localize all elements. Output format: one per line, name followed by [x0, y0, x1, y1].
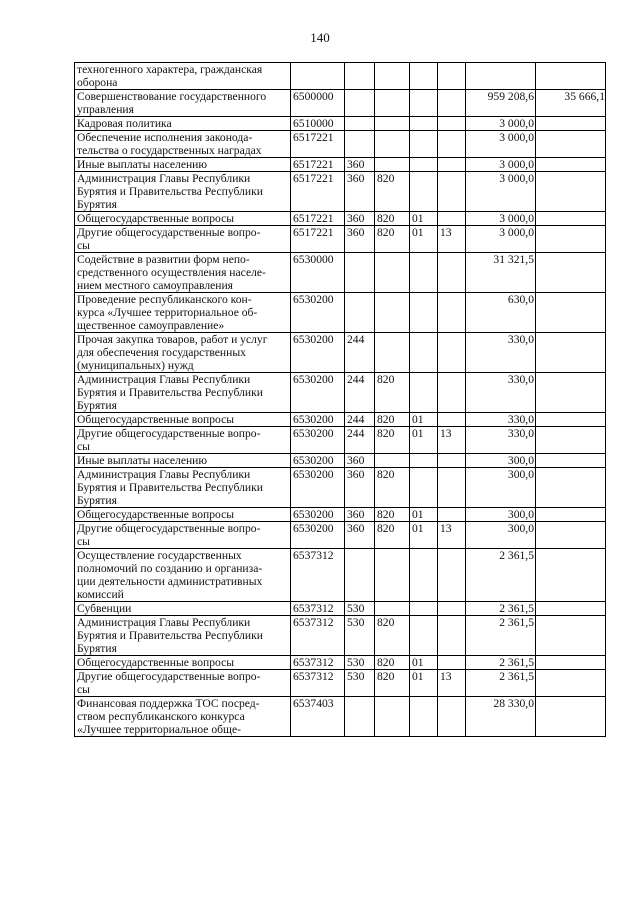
cell-section: [410, 454, 438, 468]
cell-expense-type: 530: [345, 670, 375, 697]
table-row: [75, 602, 606, 616]
cell-target-article: 6517221: [291, 226, 345, 253]
cell-amount-extra: [536, 616, 606, 656]
cell-section: [410, 468, 438, 508]
cell-target-article: 6517221: [291, 172, 345, 212]
cell-section: 01: [410, 656, 438, 670]
cell-administrator: 820: [375, 670, 410, 697]
cell-expense-type: 530: [345, 656, 375, 670]
cell-amount-extra: [536, 333, 606, 373]
cell-expense-type: 244: [345, 373, 375, 413]
cell-amount: 3 000,0: [466, 117, 536, 131]
cell-section: [410, 549, 438, 602]
table-row: [75, 212, 606, 226]
cell-amount: 2 361,5: [466, 602, 536, 616]
cell-name: Проведение республиканского кон- курса «Лучшее территориальное об- щественное самоуправление»: [75, 293, 291, 333]
table-row: [75, 427, 606, 454]
cell-subsection: [438, 616, 466, 656]
cell-subsection: 13: [438, 670, 466, 697]
cell-administrator: [375, 602, 410, 616]
cell-target-article: 6537312: [291, 656, 345, 670]
cell-expense-type: 360: [345, 522, 375, 549]
cell-name: Администрация Главы Республики Бурятия и Правительства Республики Бурятия: [75, 616, 291, 656]
cell-amount: 2 361,5: [466, 670, 536, 697]
cell-amount: 300,0: [466, 454, 536, 468]
cell-section: [410, 172, 438, 212]
cell-amount: 3 000,0: [466, 158, 536, 172]
cell-name: Администрация Главы Республики Бурятия и Правительства Республики Бурятия: [75, 468, 291, 508]
cell-amount: 959 208,6: [466, 90, 536, 117]
table-row: [75, 253, 606, 293]
cell-amount-extra: 35 666,1: [536, 90, 606, 117]
cell-subsection: [438, 697, 466, 737]
cell-name: Администрация Главы Республики Бурятия и Правительства Республики Бурятия: [75, 172, 291, 212]
table-row: [75, 413, 606, 427]
cell-administrator: [375, 117, 410, 131]
table-row: [75, 293, 606, 333]
cell-subsection: 13: [438, 522, 466, 549]
cell-subsection: [438, 602, 466, 616]
cell-amount-extra: [536, 226, 606, 253]
cell-subsection: [438, 90, 466, 117]
cell-amount-extra: [536, 670, 606, 697]
cell-name: Иные выплаты населению: [75, 454, 291, 468]
cell-target-article: 6537403: [291, 697, 345, 737]
table-row: [75, 454, 606, 468]
cell-expense-type: [345, 293, 375, 333]
cell-subsection: [438, 373, 466, 413]
cell-amount-extra: [536, 63, 606, 90]
cell-amount-extra: [536, 172, 606, 212]
table-row: [75, 63, 606, 90]
cell-administrator: [375, 697, 410, 737]
cell-section: 01: [410, 413, 438, 427]
cell-expense-type: [345, 697, 375, 737]
cell-name: Содействие в развитии форм непо- средственного осуществления населе- нием местного самоуправления: [75, 253, 291, 293]
cell-amount: 300,0: [466, 508, 536, 522]
table-row: [75, 522, 606, 549]
cell-amount-extra: [536, 508, 606, 522]
cell-subsection: [438, 293, 466, 333]
cell-name: техногенного характера, гражданская оборона: [75, 63, 291, 90]
cell-section: [410, 63, 438, 90]
cell-subsection: [438, 131, 466, 158]
cell-amount: 28 330,0: [466, 697, 536, 737]
cell-administrator: 820: [375, 413, 410, 427]
cell-administrator: [375, 253, 410, 293]
cell-amount: 300,0: [466, 468, 536, 508]
table-row: [75, 616, 606, 656]
cell-expense-type: [345, 117, 375, 131]
cell-target-article: 6537312: [291, 549, 345, 602]
cell-subsection: [438, 413, 466, 427]
cell-subsection: 13: [438, 226, 466, 253]
cell-name: Администрация Главы Республики Бурятия и Правительства Республики Бурятия: [75, 373, 291, 413]
cell-target-article: 6530200: [291, 508, 345, 522]
table-row: [75, 468, 606, 508]
cell-amount-extra: [536, 117, 606, 131]
cell-subsection: [438, 508, 466, 522]
cell-section: 01: [410, 226, 438, 253]
cell-section: [410, 602, 438, 616]
cell-target-article: 6510000: [291, 117, 345, 131]
cell-administrator: [375, 454, 410, 468]
cell-section: [410, 158, 438, 172]
cell-name: Осуществление государственных полномочий по созданию и организа- ции деятельности административных комиссий: [75, 549, 291, 602]
table-row: [75, 670, 606, 697]
cell-expense-type: 360: [345, 508, 375, 522]
cell-name: Общегосударственные вопросы: [75, 508, 291, 522]
table-row: [75, 697, 606, 737]
cell-administrator: 820: [375, 508, 410, 522]
cell-amount: 300,0: [466, 522, 536, 549]
cell-amount-extra: [536, 549, 606, 602]
cell-expense-type: 530: [345, 602, 375, 616]
table-row: [75, 172, 606, 212]
cell-expense-type: 244: [345, 413, 375, 427]
cell-administrator: 820: [375, 616, 410, 656]
page-number: 140: [310, 30, 330, 45]
table-row: [75, 131, 606, 158]
cell-section: 01: [410, 670, 438, 697]
cell-name: Другие общегосударственные вопро- сы: [75, 427, 291, 454]
table-row: [75, 226, 606, 253]
cell-amount: 3 000,0: [466, 131, 536, 158]
cell-expense-type: [345, 90, 375, 117]
cell-target-article: 6530200: [291, 293, 345, 333]
cell-subsection: [438, 454, 466, 468]
cell-amount-extra: [536, 413, 606, 427]
cell-target-article: 6530200: [291, 333, 345, 373]
cell-administrator: [375, 90, 410, 117]
cell-target-article: 6530200: [291, 468, 345, 508]
cell-name: Финансовая поддержка ТОС посред- ством республиканского конкурса «Лучшее территориальное обще-: [75, 697, 291, 737]
cell-target-article: 6530200: [291, 454, 345, 468]
cell-amount-extra: [536, 697, 606, 737]
cell-name: Иные выплаты населению: [75, 158, 291, 172]
cell-target-article: 6530200: [291, 373, 345, 413]
cell-administrator: 820: [375, 212, 410, 226]
cell-name: Кадровая политика: [75, 117, 291, 131]
cell-expense-type: 530: [345, 616, 375, 656]
cell-administrator: [375, 333, 410, 373]
cell-amount-extra: [536, 522, 606, 549]
cell-target-article: 6517221: [291, 212, 345, 226]
cell-amount-extra: [536, 131, 606, 158]
cell-amount-extra: [536, 293, 606, 333]
table-row: [75, 656, 606, 670]
cell-section: [410, 373, 438, 413]
cell-amount: 330,0: [466, 373, 536, 413]
cell-administrator: 820: [375, 468, 410, 508]
cell-subsection: [438, 468, 466, 508]
cell-expense-type: 360: [345, 454, 375, 468]
cell-target-article: [291, 63, 345, 90]
cell-target-article: 6517221: [291, 158, 345, 172]
cell-section: [410, 333, 438, 373]
cell-section: [410, 253, 438, 293]
cell-amount-extra: [536, 158, 606, 172]
cell-subsection: [438, 172, 466, 212]
table-row: [75, 333, 606, 373]
cell-target-article: 6517221: [291, 131, 345, 158]
table-row: [75, 508, 606, 522]
cell-target-article: 6500000: [291, 90, 345, 117]
cell-amount: [466, 63, 536, 90]
cell-section: 01: [410, 427, 438, 454]
cell-subsection: 13: [438, 427, 466, 454]
table-row: [75, 549, 606, 602]
cell-amount: 3 000,0: [466, 212, 536, 226]
cell-amount: 2 361,5: [466, 549, 536, 602]
cell-section: [410, 131, 438, 158]
cell-amount: 31 321,5: [466, 253, 536, 293]
cell-subsection: [438, 253, 466, 293]
cell-section: [410, 616, 438, 656]
cell-expense-type: [345, 253, 375, 293]
cell-section: [410, 90, 438, 117]
cell-target-article: 6530200: [291, 522, 345, 549]
cell-expense-type: 360: [345, 158, 375, 172]
cell-expense-type: 360: [345, 172, 375, 212]
cell-administrator: [375, 63, 410, 90]
cell-amount-extra: [536, 427, 606, 454]
cell-expense-type: [345, 131, 375, 158]
cell-administrator: [375, 549, 410, 602]
budget-table-body: [75, 63, 606, 737]
cell-target-article: 6537312: [291, 616, 345, 656]
cell-subsection: [438, 158, 466, 172]
cell-subsection: [438, 63, 466, 90]
cell-name: Другие общегосударственные вопро- сы: [75, 522, 291, 549]
table-row: [75, 158, 606, 172]
cell-expense-type: [345, 63, 375, 90]
cell-amount-extra: [536, 253, 606, 293]
cell-administrator: 820: [375, 656, 410, 670]
cell-expense-type: [345, 549, 375, 602]
cell-name: Совершенствование государственного управления: [75, 90, 291, 117]
cell-name: Другие общегосударственные вопро- сы: [75, 226, 291, 253]
cell-target-article: 6530200: [291, 413, 345, 427]
cell-name: Общегосударственные вопросы: [75, 413, 291, 427]
cell-expense-type: 360: [345, 468, 375, 508]
cell-section: 01: [410, 522, 438, 549]
cell-name: Субвенции: [75, 602, 291, 616]
cell-name: Обеспечение исполнения законода- тельства о государственных наградах: [75, 131, 291, 158]
cell-target-article: 6530000: [291, 253, 345, 293]
cell-amount-extra: [536, 454, 606, 468]
cell-section: [410, 697, 438, 737]
cell-section: 01: [410, 212, 438, 226]
cell-administrator: 820: [375, 172, 410, 212]
cell-name: Другие общегосударственные вопро- сы: [75, 670, 291, 697]
cell-amount: 330,0: [466, 333, 536, 373]
cell-amount: 330,0: [466, 427, 536, 454]
cell-section: [410, 117, 438, 131]
cell-administrator: [375, 293, 410, 333]
cell-subsection: [438, 117, 466, 131]
cell-target-article: 6537312: [291, 670, 345, 697]
cell-expense-type: 360: [345, 212, 375, 226]
cell-section: [410, 293, 438, 333]
cell-subsection: [438, 212, 466, 226]
cell-subsection: [438, 549, 466, 602]
cell-amount-extra: [536, 468, 606, 508]
cell-administrator: 820: [375, 522, 410, 549]
cell-expense-type: 244: [345, 427, 375, 454]
cell-amount-extra: [536, 212, 606, 226]
cell-name: Общегосударственные вопросы: [75, 212, 291, 226]
cell-amount: 3 000,0: [466, 172, 536, 212]
cell-amount: 630,0: [466, 293, 536, 333]
cell-administrator: 820: [375, 373, 410, 413]
budget-table: [74, 62, 606, 737]
cell-subsection: [438, 333, 466, 373]
cell-subsection: [438, 656, 466, 670]
cell-target-article: 6530200: [291, 427, 345, 454]
cell-amount-extra: [536, 656, 606, 670]
table-row: [75, 373, 606, 413]
cell-administrator: [375, 131, 410, 158]
cell-name: Прочая закупка товаров, работ и услуг для обеспечения государственных (муниципальных) нужд: [75, 333, 291, 373]
cell-administrator: [375, 158, 410, 172]
cell-amount: 2 361,5: [466, 656, 536, 670]
cell-expense-type: 244: [345, 333, 375, 373]
cell-amount: 330,0: [466, 413, 536, 427]
table-row: [75, 117, 606, 131]
cell-expense-type: 360: [345, 226, 375, 253]
cell-amount: 2 361,5: [466, 616, 536, 656]
cell-administrator: 820: [375, 427, 410, 454]
cell-target-article: 6537312: [291, 602, 345, 616]
cell-amount: 3 000,0: [466, 226, 536, 253]
cell-amount-extra: [536, 602, 606, 616]
cell-name: Общегосударственные вопросы: [75, 656, 291, 670]
table-row: [75, 90, 606, 117]
cell-administrator: 820: [375, 226, 410, 253]
cell-amount-extra: [536, 373, 606, 413]
cell-section: 01: [410, 508, 438, 522]
